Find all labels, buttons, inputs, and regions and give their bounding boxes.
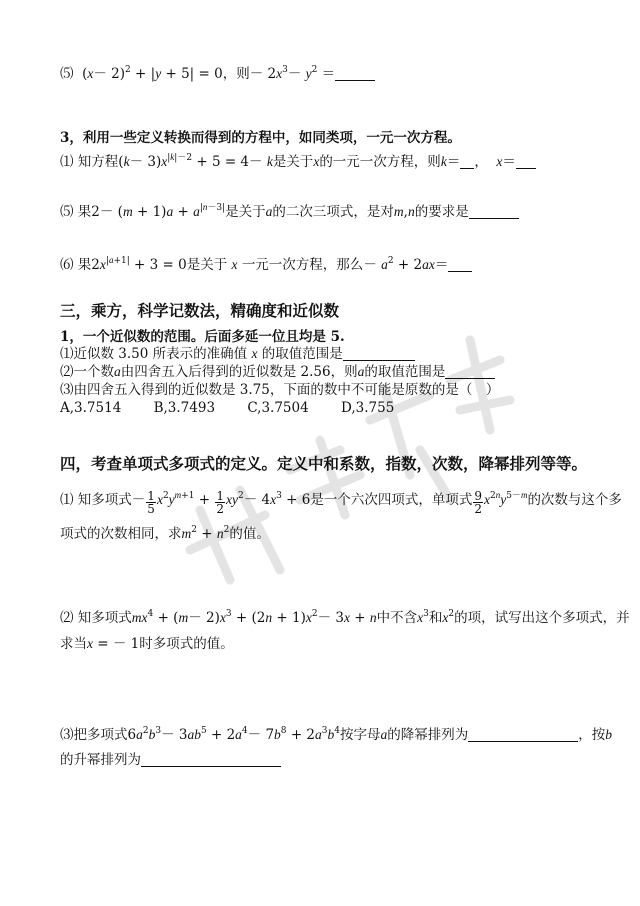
exercise-4-1-line bbox=[60, 490, 622, 515]
text-segment: 的项，试写出这个多项式，并 bbox=[454, 610, 630, 626]
section-3-title: 三，乘方，科学记数法，精确度和近似数 bbox=[60, 301, 340, 320]
option-d[interactable]: D,3.755 bbox=[341, 400, 395, 416]
item-number: ⑸ bbox=[60, 204, 74, 220]
text-segment: 是关于 bbox=[186, 257, 228, 273]
polynomial: $6a^2b^3- 3ab^5 + 2a^4- 7b^8 + 2a^3b^4$ bbox=[127, 726, 340, 743]
text-segment: 的取值范围是 bbox=[364, 364, 446, 380]
answer-blank[interactable] bbox=[335, 66, 375, 81]
polynomial: $mx^4 + (m- 2)x^3 + (2n + 1)x^2- 3x + n$ bbox=[131, 609, 377, 626]
equation: $(x- 2)^2 + |y + 5| = 0$ bbox=[77, 65, 223, 82]
text-segment: 把多项式 bbox=[73, 727, 128, 743]
text-segment: 是关于 bbox=[225, 204, 266, 220]
text-segment: ⑵一个数 bbox=[60, 364, 114, 380]
exercise-4-3-line-2 bbox=[60, 750, 281, 770]
polynomial: － $\frac{1}{5}$ $x^2y^{m+1}$ + $\frac{1}{2}$ $xy^2- 4x^3 + 6$ bbox=[131, 489, 311, 516]
text-segment: 的升幂排列为 bbox=[60, 752, 141, 768]
monomial: $\frac{9}{2}$ $x^{2n}y^{5-m}$ bbox=[474, 489, 528, 516]
expression: $2- (m + 1)a + a^{|n-3|}$ bbox=[91, 202, 226, 220]
text-segment: 果 bbox=[77, 257, 92, 273]
exercise-5-line bbox=[60, 64, 375, 84]
text-segment: 知多项式 bbox=[77, 492, 132, 508]
option-b[interactable]: B,3.7493 bbox=[153, 400, 216, 416]
text-segment: ，则 bbox=[222, 66, 250, 82]
text-segment: ＝ bbox=[502, 154, 516, 170]
text-segment: 的一元一次方程，则 bbox=[319, 154, 441, 170]
text-segment: 中不含 bbox=[376, 610, 418, 626]
text-segment: 的要求是 bbox=[414, 204, 469, 220]
expression: － $2x^3- y^2$ ＝ bbox=[249, 65, 336, 82]
answer-blank[interactable] bbox=[469, 204, 519, 219]
text-segment: 的次数与这个多 bbox=[527, 492, 622, 508]
answer-blank[interactable] bbox=[343, 346, 415, 361]
item-number: ⑴ bbox=[60, 492, 74, 508]
text-segment: ＝ bbox=[446, 154, 461, 170]
text-segment: ，按 bbox=[578, 727, 606, 743]
text-segment: ， bbox=[474, 154, 488, 170]
item-number: ⑸ bbox=[60, 66, 74, 82]
item-number: ⑹ bbox=[60, 257, 74, 273]
answer-blank[interactable] bbox=[445, 364, 495, 379]
item-number: ⑴ bbox=[60, 154, 74, 170]
exercise-5b-line: ⑸ 果$2- (m + 1)a + a^{|n-3|}$是关于a的二次三项式，是对m,n的要求是 bbox=[60, 202, 519, 222]
question-2-line: ⑵一个数a由四舍五入后得到的近似数是 2.56，则a的取值范围是 bbox=[60, 362, 495, 382]
text-segment: 果 bbox=[77, 204, 92, 220]
text-segment: 时多项式的值。 bbox=[139, 636, 234, 652]
answer-blank[interactable] bbox=[516, 154, 536, 169]
exercise-4-1-line-2: 项式的次数相同，求$m^2 + n^2$的值。 bbox=[60, 525, 270, 542]
exercise-6-line: ⑹ 果$2x^{|a+1|} + 3 = 0$是关于 x 一元一次方程，那么－ $a^2 + 2ax=$ bbox=[60, 255, 472, 275]
text-segment: 由四舍五入后得到的近似数是 2.56，则 bbox=[120, 364, 358, 380]
expression: － $a^2 + 2ax$ bbox=[363, 256, 435, 273]
item-number: ⑵ bbox=[60, 610, 74, 626]
answer-blank[interactable] bbox=[141, 752, 281, 767]
exercise-4-2-line-2: 求当x = － 1时多项式的值。 bbox=[60, 636, 234, 652]
text-segment: 求当 bbox=[60, 636, 87, 652]
text-segment: 按字母 bbox=[339, 727, 381, 743]
equation: $2x^{|a+1|} + 3 = 0$ bbox=[91, 255, 187, 273]
text-segment: 是一个六次四项式，单项式 bbox=[310, 492, 473, 508]
answer-blank[interactable] bbox=[468, 727, 578, 742]
answer-blank[interactable] bbox=[460, 154, 474, 169]
text-segment: 一元一次方程，那么 bbox=[241, 257, 364, 273]
question-1-line: ⑴近似数 3.50 所表示的准确值 x 的取值范围是 bbox=[60, 344, 415, 364]
text-segment: 是关于 bbox=[272, 154, 314, 170]
text-segment: 的降幂排列为 bbox=[387, 727, 469, 743]
equation: $(k- 3)x^{|k|-2} + 5 = 4- k$ bbox=[118, 152, 273, 170]
option-c[interactable]: C,3.7504 bbox=[247, 400, 309, 416]
text-segment: ＝ bbox=[434, 257, 449, 273]
text-segment: 知多项式 bbox=[77, 610, 132, 626]
exercise-1-line: ⑴ 知方程$(k- 3)x^{|k|-2} + 5 = 4- k$是关于x的一元一次方程，则k＝ ， x＝ bbox=[60, 152, 536, 172]
exercise-4-3-line: ⑶把多项式$6a^2b^3- 3ab^5 + 2a^4- 7b^8 + 2a^3b^4$按字母a的降幂排列为 ，按b bbox=[60, 726, 612, 743]
question-3-line: ⑶由四舍五入得到的近似数是 3.75，下面的数中不可能是原数的是（ ） bbox=[60, 382, 500, 398]
text-segment: ⑴近似数 3.50 所表示的准确值 bbox=[60, 346, 248, 362]
text-segment: 和 bbox=[428, 610, 443, 626]
answer-blank[interactable] bbox=[448, 257, 472, 272]
section-4-title: 四，考查单项式多项式的定义。定义中和系数，指数，次数，降幂排列等等。 bbox=[60, 454, 588, 473]
text-segment: 项式的次数相同，求 bbox=[60, 526, 182, 542]
text-segment: 的值。 bbox=[229, 526, 270, 542]
options-row bbox=[60, 398, 422, 418]
item-number: ⑶ bbox=[60, 727, 74, 743]
text-segment: 知方程 bbox=[77, 154, 119, 170]
section-3-heading: 3，利用一些定义转换而得到的方程中，如同类项，一元一次方程。 bbox=[60, 130, 461, 146]
exercise-4-2-line: ⑵ 知多项式$mx^4 + (m- 2)x^3 + (2n + 1)x^2- 3x + n$中不含$x^3$和$x^2$的项，试写出这个多项式，并 bbox=[60, 609, 630, 626]
subsection-heading: 1，一个近似数的范围。后面多延一位且均是 5. bbox=[60, 329, 345, 345]
text-segment: 的二次三项式，是对 bbox=[272, 204, 394, 220]
option-a[interactable]: A,3.7514 bbox=[60, 400, 122, 416]
text-segment: 的取值范围是 bbox=[261, 346, 343, 362]
